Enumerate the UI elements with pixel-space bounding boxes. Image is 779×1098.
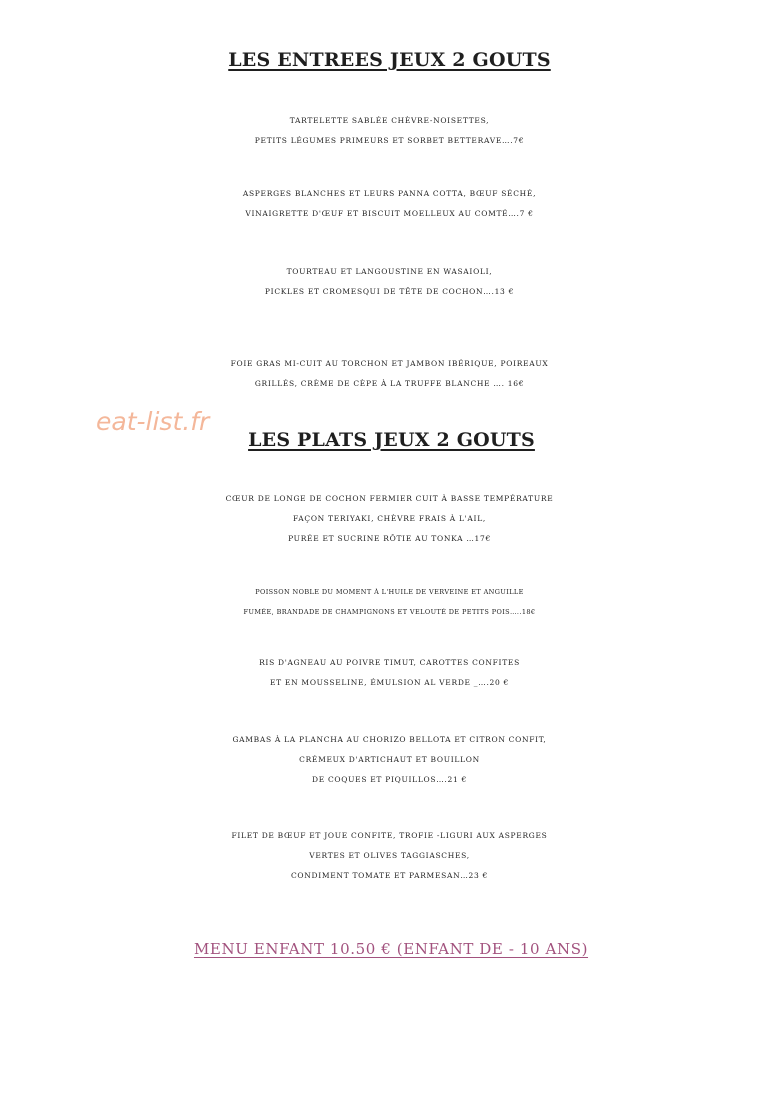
menu-item-line: VINAIGRETTE D'ŒUF ET BISCUIT MOELLEUX AU COMTÉ….7 €: [245, 209, 534, 218]
menu-item-entree-3: [0, 262, 779, 302]
kids-menu-link[interactable]: MENU ENFANT 10.50 € (ENFANT DE - 10 ANS): [193, 940, 589, 958]
menu-item-plat-3: [0, 653, 779, 693]
menu-item-entree-1: [0, 111, 779, 151]
menu-item-line: GAMBAS À LA PLANCHA AU CHORIZO BELLOTA ET CITRON CONFIT,: [232, 735, 547, 744]
watermark-logo: eat-list.fr: [96, 407, 210, 436]
menu-item-plat-1: [0, 489, 779, 549]
menu-item-line: CRÉMEUX D'ARTICHAUT ET BOUILLON: [299, 755, 480, 764]
menu-item-line: FAÇON TERIYAKI, CHÈVRE FRAIS À L'AIL,: [293, 514, 486, 523]
menu-item-line: FOIE GRAS MI-CUIT AU TORCHON ET JAMBON IBÉRIQUE, POIREAUX: [230, 359, 549, 368]
menu-item-plat-4: [0, 730, 779, 790]
entrees-section-title: LES ENTREES JEUX 2 GOUTS: [228, 49, 551, 71]
menu-item-entree-4: [0, 354, 779, 394]
menu-item-line: GRILLÉS, CRÈME DE CÈPE À LA TRUFFE BLANCHE …. 16€: [254, 379, 525, 388]
menu-item-line: FILET DE BŒUF ET JOUE CONFITE, TROFIE -LIGURI AUX ASPERGES: [231, 831, 548, 840]
menu-item-line: TARTELETTE SABLÉE CHÈVRE-NOISETTES,: [289, 116, 490, 125]
menu-item-line: PURÉE ET SUCRINE RÔTIE AU TONKA …17€: [288, 534, 491, 543]
menu-item-plat-5: [0, 826, 779, 886]
menu-item-plat-2: [0, 582, 779, 622]
menu-item-line: ET EN MOUSSELINE, ÉMULSION AL VERDE _….20 €: [269, 678, 510, 687]
menu-item-line: TOURTEAU ET LANGOUSTINE EN WASAIOLI,: [286, 267, 493, 276]
menu-item-line: PETITS LÉGUMES PRIMEURS ET SORBET BETTERAVE….7€: [254, 136, 525, 145]
menu-item-line: PICKLES ET CROMESQUI DE TÊTE DE COCHON….13 €: [264, 287, 515, 296]
menu-item-line: ASPERGES BLANCHES ET LEURS PANNA COTTA, BŒUF SÉCHÉ,: [242, 189, 537, 198]
menu-item-line: DE COQUES ET PIQUILLOS….21 €: [312, 775, 467, 784]
menu-item-line: CŒUR DE LONGE DE COCHON FERMIER CUIT À BASSE TEMPÉRATURE: [225, 494, 554, 503]
menu-item-line: VERTES ET OLIVES TAGGIASCHES,: [309, 851, 470, 860]
menu-item-line: CONDIMENT TOMATE ET PARMESAN…23 €: [290, 871, 489, 880]
menu-item-line: RIS D'AGNEAU AU POIVRE TIMUT, CAROTTES CONFITES: [259, 658, 520, 667]
menu-item-line: FUMÉE, BRANDADE DE CHAMPIGNONS ET VELOUTÉ DE PETITS POIS…..18€: [243, 608, 536, 616]
plats-section-title: LES PLATS JEUX 2 GOUTS: [248, 429, 535, 451]
menu-item-line: POISSON NOBLE DU MOMENT À L'HUILE DE VERVEINE ET ANGUILLE: [255, 588, 524, 596]
menu-item-entree-2: [0, 184, 779, 224]
